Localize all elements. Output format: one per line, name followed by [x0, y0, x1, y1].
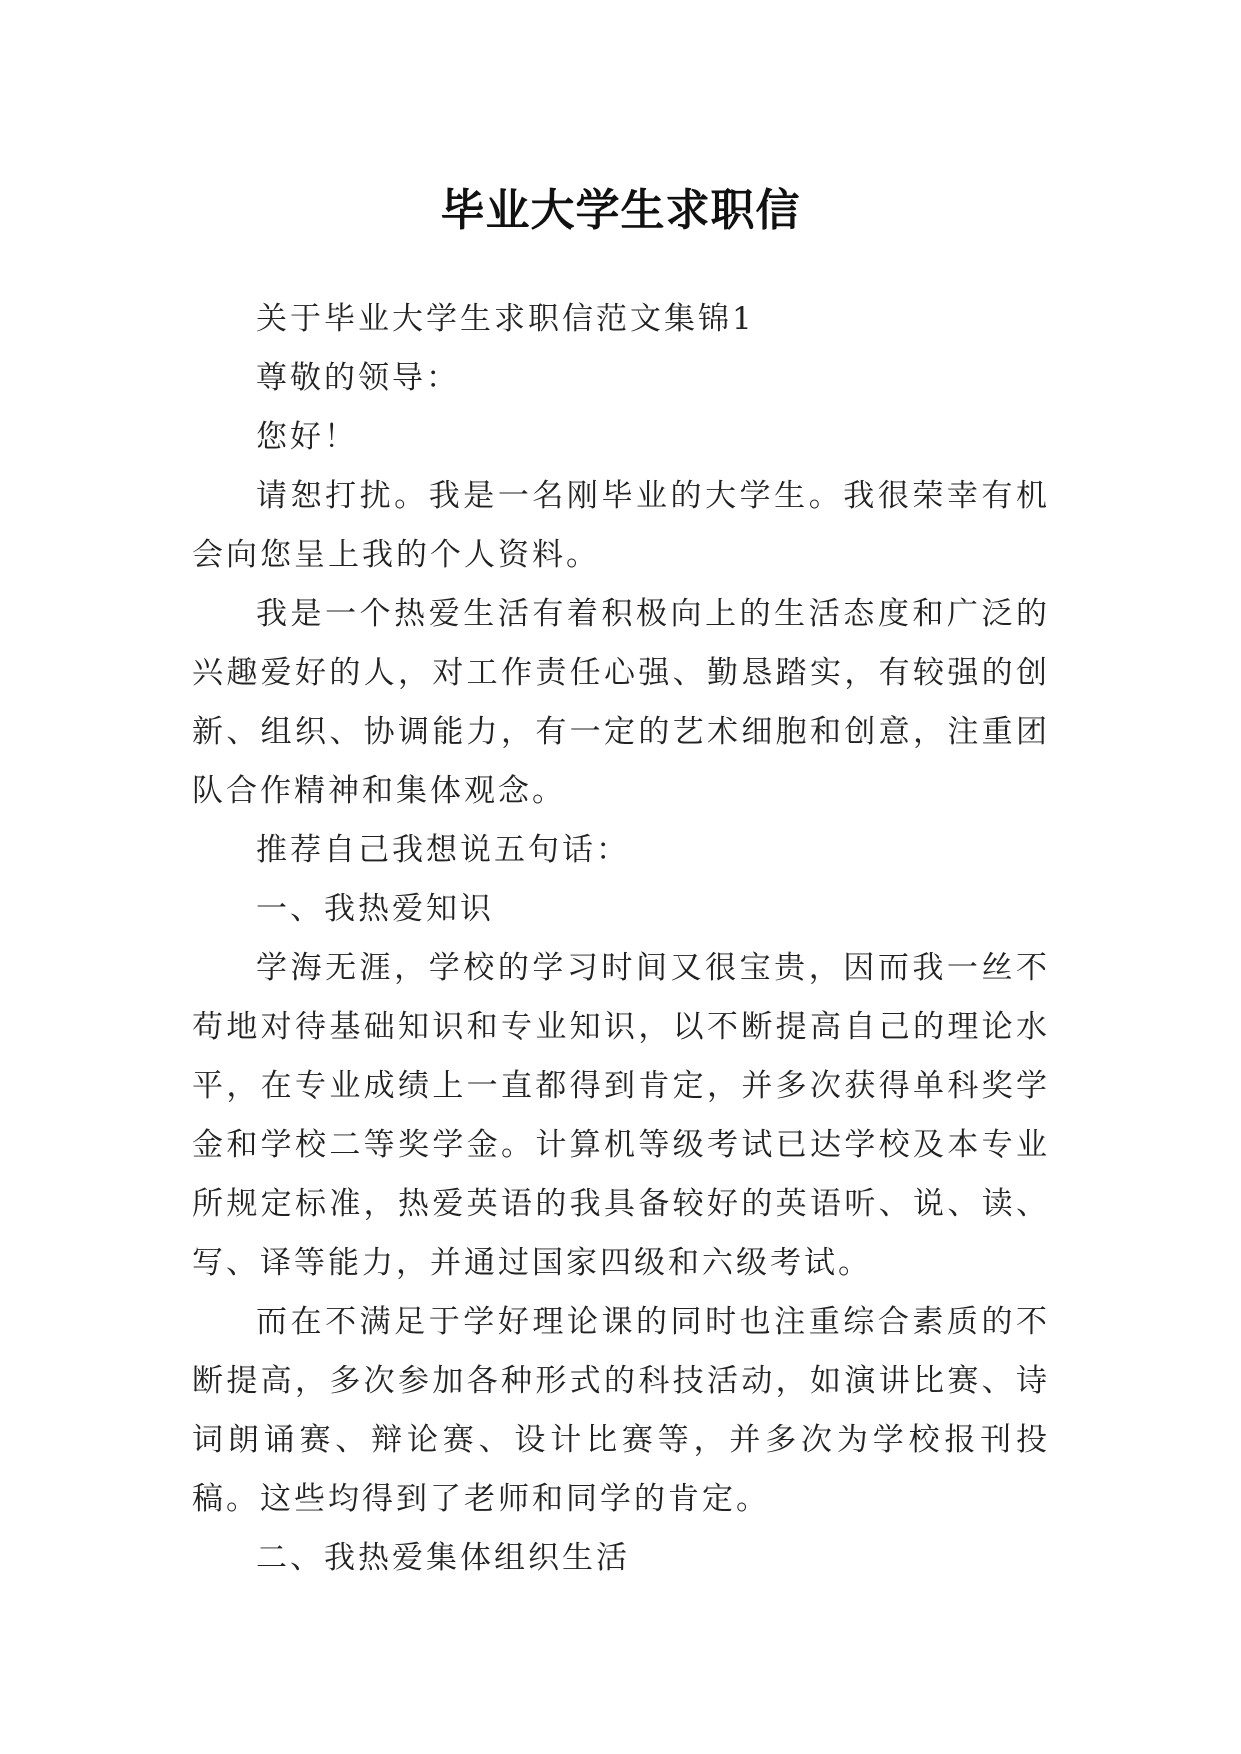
paragraph-recommendation: 推荐自己我想说五句话： — [256, 832, 630, 868]
document-title: 毕业大学生求职信 — [440, 185, 801, 237]
document-body — [192, 290, 1050, 1588]
section-heading-collective: 二、我热爱集体组织生活 — [256, 1540, 630, 1576]
paragraph-salutation: 尊敬的领导： — [256, 360, 460, 396]
paragraph-knowledge: 学海无涯，学校的学习时间又很宝贵，因而我一丝不苟地对待基础知识和专业知识，以不断提高自己的理论水平，在专业成绩上一直都得到肯定，并多次获得单科奖学金和学校二等奖学金。计算机等级考试已达学校及本专业所规定标准，热爱英语的我具备较好的英语听、说、读、写、译等能力，并通过国家四级和六级考试。 — [192, 950, 1050, 1281]
paragraph-greeting: 您好！ — [256, 419, 358, 455]
paragraph-activities: 而在不满足于学好理论课的同时也注重综合素质的不断提高，多次参加各种形式的科技活动，如演讲比赛、诗词朗诵赛、辩论赛、设计比赛等，并多次为学校报刊投稿。这些均得到了老师和同学的肯定。 — [192, 1304, 1050, 1517]
paragraph-heading: 关于毕业大学生求职信范文集锦1 — [256, 301, 755, 337]
paragraph-self-description: 我是一个热爱生活有着积极向上的生活态度和广泛的兴趣爱好的人，对工作责任心强、勤恳踏实，有较强的创新、组织、协调能力，有一定的艺术细胞和创意，注重团队合作精神和集体观念。 — [192, 596, 1050, 809]
paragraph-intro: 请恕打扰。我是一名刚毕业的大学生。我很荣幸有机会向您呈上我的个人资料。 — [192, 478, 1050, 573]
section-heading-knowledge: 一、我热爱知识 — [256, 891, 494, 927]
